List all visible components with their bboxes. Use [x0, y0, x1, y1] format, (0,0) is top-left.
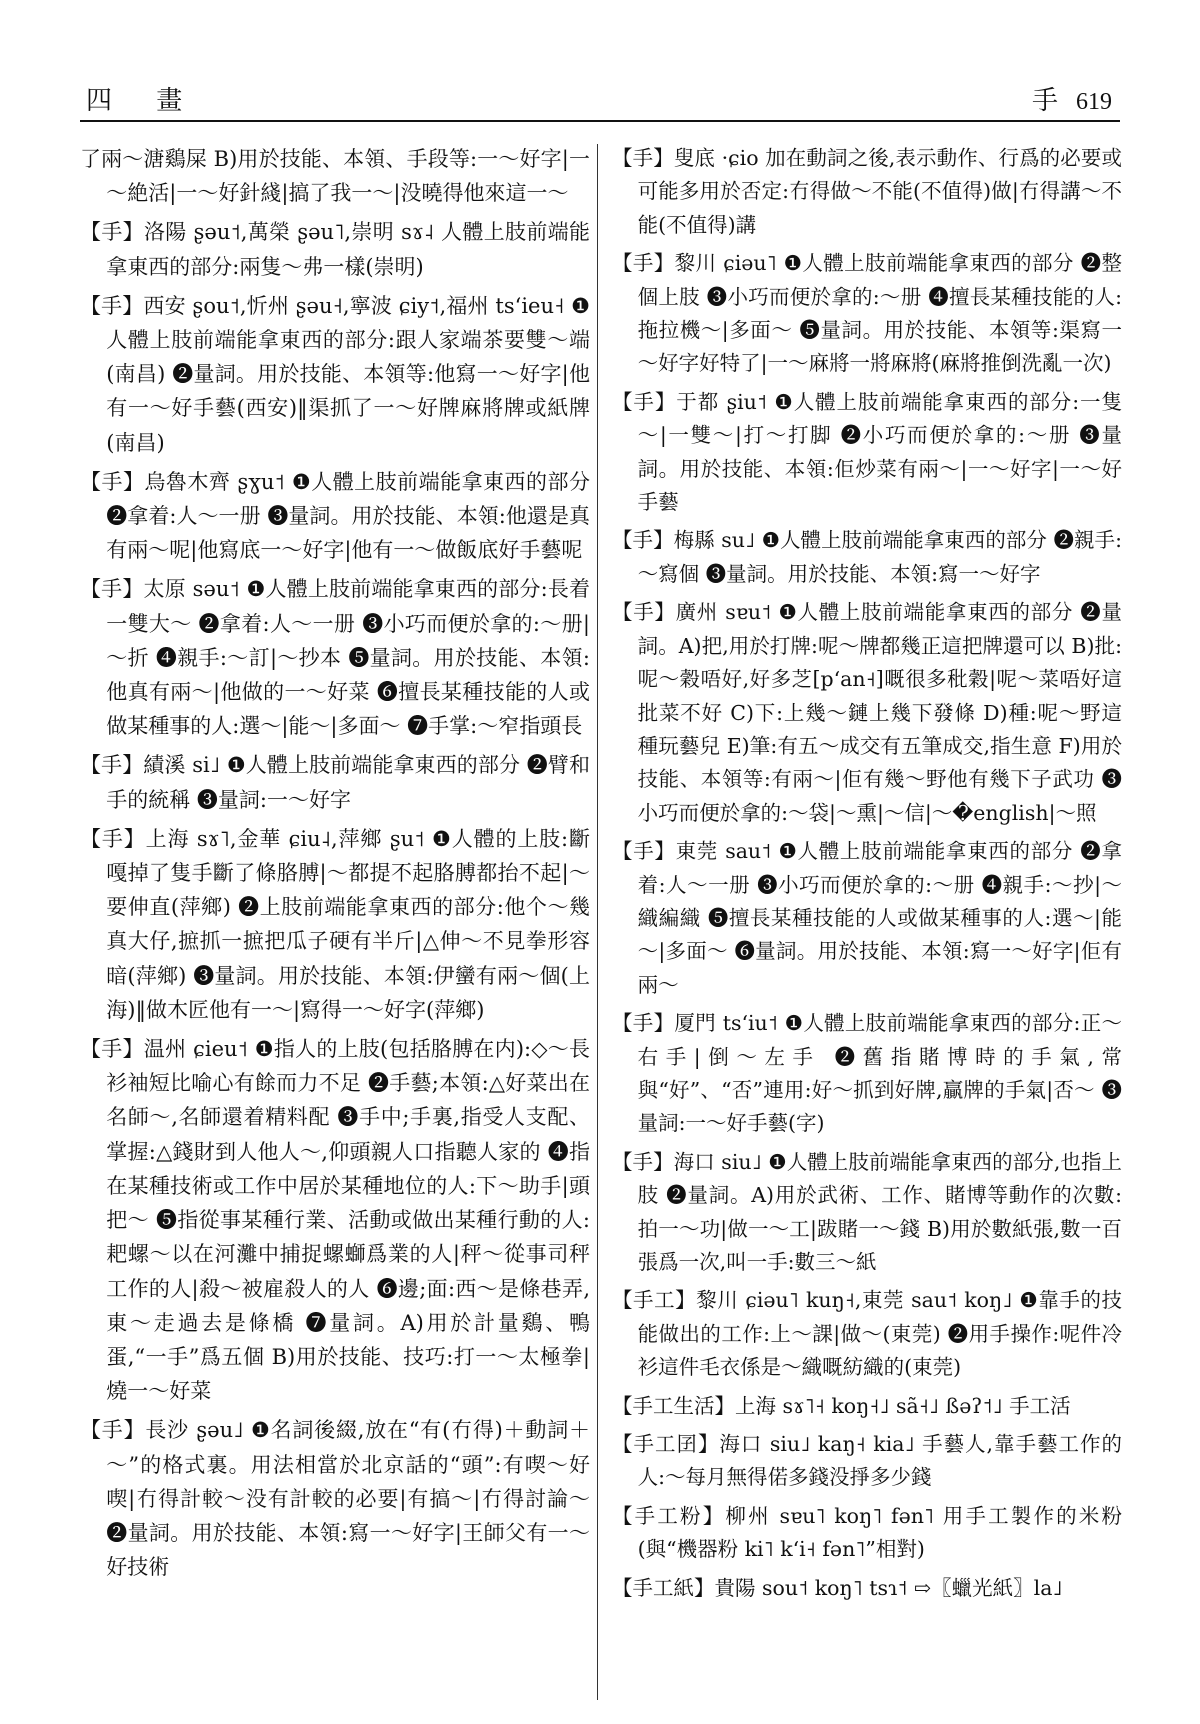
- header-rule: [80, 120, 1120, 122]
- entry: 【手】西安 ʂou˦,忻州 ʂəu˧,寧波 ɕiy˦,福州 tsʻieu˧ ❶人體上肢前端能拿東西的部分:跟人家端茶要雙～端(南昌) ❷量詞。用於技能、本領等:他寫一～好字|他有一～好手藝(西安)‖渠抓了一～好牌麻將牌或紙牌(南昌): [80, 293, 590, 455]
- section-title: 四 畫: [86, 86, 201, 116]
- entry: 【手工生活】上海 sɤ˥˧ koŋ˧˩ sã˧˩ ßəʔ˦˩ 手工活: [612, 1393, 1071, 1418]
- entry: 了兩～溏鷄屎 B)用於技能、本領、手段等:一～好字|一～絶活|一～好針綫|搞了我一～|没曉得他來這一～: [80, 147, 590, 206]
- entry: 【手】黎川 ɕiəu˥ ❶人體上肢前端能拿東西的部分 ❷整個上肢 ❸小巧而便於拿的:～册 ❹擅長某種技能的人:拖拉機～|多面～ ❺量詞。用於技能、本領等:渠寫一～好字好特了|一～麻將一將麻將(麻將推倒洗亂一次): [612, 251, 1122, 376]
- right-column: [612, 142, 1122, 1702]
- entry: 【手】于都 ʂiu˦ ❶人體上肢前端能拿東西的部分:一隻～|一雙～|打～打脚 ❷小巧而便於拿的:～册 ❸量詞。用於技能、本領:佢炒菜有兩～|一～好字|一～好手藝: [612, 389, 1122, 515]
- entry: 【手】叟底 ·ɕio 加在動詞之後,表示動作、行爲的必要或可能多用於否定:冇得做～不能(不值得)做|冇得講～不能(不值得)講: [612, 146, 1122, 237]
- page-header: [80, 70, 1120, 130]
- entry: 【手】温州 ɕieu˦ ❶指人的上肢(包括胳膊在内):◇～長衫袖短比喻心有餘而力不足 ❷手藝;本領:△好菜出在名師～,名師還着精料配 ❸手中;手裏,指受人支配、掌握:△錢財到人他人～,仰頭親人口指聽人家的 ❹指在某種技術或工作中居於某種地位的人:下～助手|頭把～ ❺指從事某種行業、活動或做出某種行動的人:耙螺～以在河灘中捕捉螺螄爲業的人|秤～從事司秤工作的人|殺～被雇殺人的人 ❻邊;面:西～是條巷弄,東～走過去是條橋 ❼量詞。A)用於計量鷄、鴨蛋,“一手”爲五個 B)用於技能、技巧:打一～太極拳|燒一～好菜: [80, 1037, 590, 1404]
- entry: 【手】太原 səu˦ ❶人體上肢前端能拿東西的部分:長着一雙大～ ❷拿着:人～一册 ❸小巧而便於拿的:～册|～折 ❹親手:～訂|～抄本 ❺量詞。用於技能、本領:他真有兩～|他做的一～好菜 ❻擅長某種技能的人或做某種事的人:選～|能～|多面～ ❼手掌:～窄指頭長: [80, 577, 590, 739]
- entry: 【手】梅縣 su˩ ❶人體上肢前端能拿東西的部分 ❷親手:～寫個 ❸量詞。用於技能、本領:寫一～好字: [612, 528, 1122, 586]
- entry: 【手工囝】海口 siu˩ kaŋ˧ kia˩ 手藝人,靠手藝工作的人:～每月無得偌多錢没掙多少錢: [612, 1432, 1122, 1490]
- column-divider: [597, 144, 598, 1700]
- entry: 【手工紙】貴陽 sou˦ koŋ˥ tsɿ˦ ⇨〖蠟光紙〗la˩: [612, 1575, 1063, 1600]
- entry: 【手】厦門 tsʻiu˦ ❶人體上肢前端能拿東西的部分:正～右手|倒～左手 ❷舊指賭博時的手氣,常與“好”、“否”連用:好～抓到好牌,贏牌的手氣|否～ ❸量詞:一～好手藝(字): [612, 1011, 1122, 1136]
- entry: 【手】廣州 sɐu˦ ❶人體上肢前端能拿東西的部分 ❷量詞。A)把,用於打牌:呢～牌都幾正這把牌還可以 B)批:呢～穀唔好,好多芝[pʻan˧]嘅很多秕穀|呢～菜唔好這批菜不好 C)下:上幾～鏈上幾下發條 D)種:呢～野這種玩藝兒 E)筆:有五～成交有五筆成交,指生意 F)用於技能、本領等:有兩～|佢有幾～野他有幾下子武功 ❸小巧而便於拿的:～袋|～熏|～信|～�english|～照: [612, 600, 1122, 825]
- page-number: 619: [1076, 89, 1112, 115]
- entry: 【手工】黎川 ɕiəu˥ kuŋ˧,東莞 sau˦ koŋ˩ ❶靠手的技能做出的工作:上～課|做～(東莞) ❷用手操作:呢件冷衫這件毛衣係是～織嘅紡織的(東莞): [612, 1288, 1122, 1380]
- entry: 【手】上海 sɤ˥,金華 ɕiu˨,萍鄉 ʂu˦ ❶人體的上肢:斷嘎掉了隻手斷了條胳膊|～都提不起胳膊都抬不起|～要伸直(萍鄉) ❷上肢前端能拿東西的部分:他个～幾真大仔,摭抓一摭把瓜子硬有半斤|△伸～不見拳形容暗(萍鄉) ❸量詞。用於技能、本領:伊蠻有兩～個(上海)‖做木匠他有一～|寫得一～好字(萍鄉): [80, 826, 590, 1022]
- entry: 【手】績溪 si˩ ❶人體上肢前端能拿東西的部分 ❷臂和手的統稱 ❸量詞:一～好字: [80, 753, 590, 812]
- entry: 【手】洛陽 ʂəu˦,萬榮 ʂəu˥,崇明 sɤ˨ 人體上肢前端能拿東西的部分:兩隻～弗一樣(崇明): [80, 220, 590, 279]
- head-character: 手: [1031, 86, 1058, 116]
- entry: 【手工粉】柳州 sɐu˥ koŋ˥ fən˥ 用手工製作的米粉(與“機器粉 ki˥ kʻi˧ fən˥”相對): [612, 1503, 1122, 1562]
- left-column: [80, 142, 590, 1702]
- header-right: [1032, 80, 1112, 117]
- entry: 【手】烏魯木齊 ʂɣu˦ ❶人體上肢前端能拿東西的部分 ❷拿着:人～一册 ❸量詞。用於技能、本領:他還是真有兩～呢|他寫底一～好字|他有一～做飯底好手藝呢: [80, 469, 590, 563]
- entry: 【手】海口 siu˩ ❶人體上肢前端能拿東西的部分,也指上肢 ❷量詞。A)用於武術、工作、賭博等動作的次數:拍一～功|做一～工|跋賭一～錢 B)用於數紙張,數一百張爲一次,叫一手:數三～紙: [612, 1149, 1122, 1274]
- entry: 【手】長沙 ʂəu˩ ❶名詞後綴,放在“有(冇得)＋動詞＋～”的格式裏。用法相當於北京話的“頭”:有喫～好喫|冇得計較～没有計較的必要|有搞～|冇得討論～ ❷量詞。用於技能、本領:寫一～好字|王師父有一～好技術: [80, 1418, 590, 1580]
- entry: 【手】東莞 sau˦ ❶人體上肢前端能拿東西的部分 ❷拿着:人～一册 ❸小巧而便於拿的:～册 ❹親手:～抄|～織編織 ❺擅長某種技能的人或做某種事的人:選～|能～|多面～ ❻量詞。用於技能、本領:寫一～好字|佢有兩～: [612, 839, 1122, 997]
